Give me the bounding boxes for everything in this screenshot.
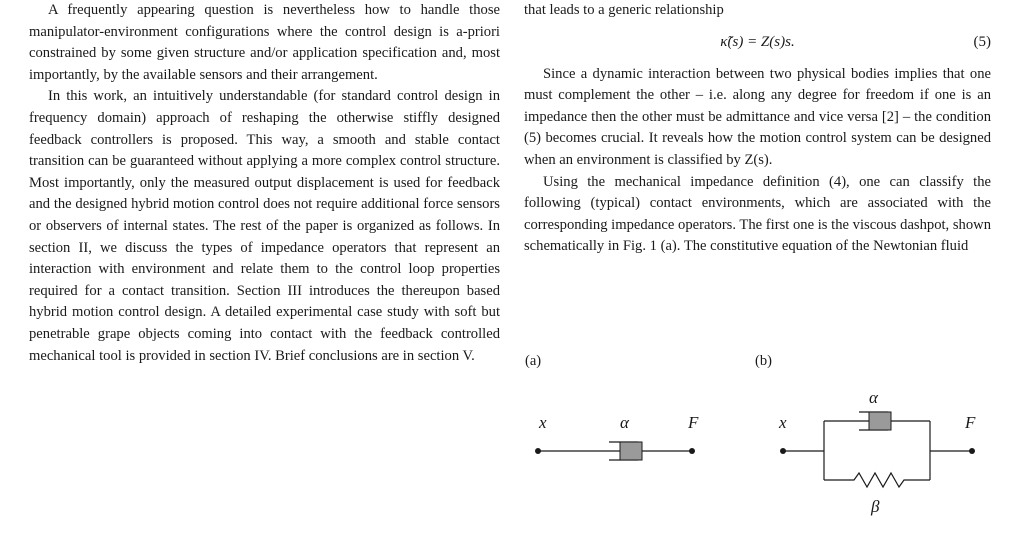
- panel-a-dashpot-piston: [620, 442, 642, 460]
- panel-b-F-label: F: [965, 413, 976, 432]
- panel-b-spring: [824, 473, 930, 487]
- left-column: [29, 0, 500, 367]
- right-column: [524, 0, 991, 258]
- equation-expression: [524, 32, 991, 54]
- equation-lhs: κ̃(s): [720, 33, 744, 50]
- equation-intro-text: that leads to a generic relationship: [524, 2, 724, 18]
- panel-a-label: (a): [525, 353, 542, 369]
- panel-a-alpha-label: α: [620, 413, 629, 432]
- panel-a-F-label: F: [688, 413, 699, 432]
- panel-b-beta-label: β: [871, 497, 880, 516]
- panel-b-alpha-label: α: [869, 388, 878, 407]
- panel-b-x-label: x: [779, 413, 787, 432]
- paragraph-interaction: Since a dynamic interaction between two physical bodies implies that one must complement the other – i.e. along any degree for freedom if one is an impedance then the other must be admittance and vice versa [2] – the condition (5) becomes crucial. It reveals how the motion control system can be designed when an environment is classified by Z(s).: [524, 65, 991, 168]
- paragraph-impedance-definition: Using the mechanical impedance definition (4), one can classify the following (typical) contact environments, which are associated with the corresponding impedance operators. The first one is the viscous dashpot, shown schematically in Fig. 1 (a). The constitutive equation of the Newtonian fluid: [524, 173, 991, 255]
- paragraph-approach: In this work, an intuitively understandable (for standard control design in frequency domain) approach of reshaping the otherwise stiffly designed feedback controllers is proposed. This way, a smooth and stable contact transition can be guaranteed without applying a more complex control structure. Most importantly, only the measured output displacement is used for feedback and the designed hybrid motion control does not require additional force sensors or observers of internal states. The rest of the paper is organized as follows. In section II, we discuss the types of impedance operators that represent an interaction with environment and relate them to the control loop properties required for a contact transition. Section III introduces the thereupon based hybrid motion control design. A detailed experimental case study with soft but penetrable grape objects coming into contact with the feedback controlled mechanical tool is provided in section IV. Brief conclusions are in section V.: [29, 88, 500, 364]
- panel-b-dashpot-piston: [869, 412, 891, 430]
- panel-a-right-node: [689, 448, 695, 454]
- paragraph-intro-question: A frequently appearing question is nevertheless how to handle those manipulator-environment configurations where the control design is a-priori constrained by some given structure and/or application specification and, most importantly, by the available sensors and their arrangement.: [29, 2, 500, 83]
- figure-1: [524, 330, 991, 533]
- panel-b-label: (b): [755, 353, 772, 369]
- panel-a-x-label: x: [539, 413, 547, 432]
- figure-1-svg: [524, 330, 991, 533]
- panel-b-right-node: [969, 448, 975, 454]
- equation-5: [524, 22, 991, 64]
- equation-number: (5): [973, 33, 991, 50]
- equation-rhs: = Z(s)s.: [743, 33, 795, 50]
